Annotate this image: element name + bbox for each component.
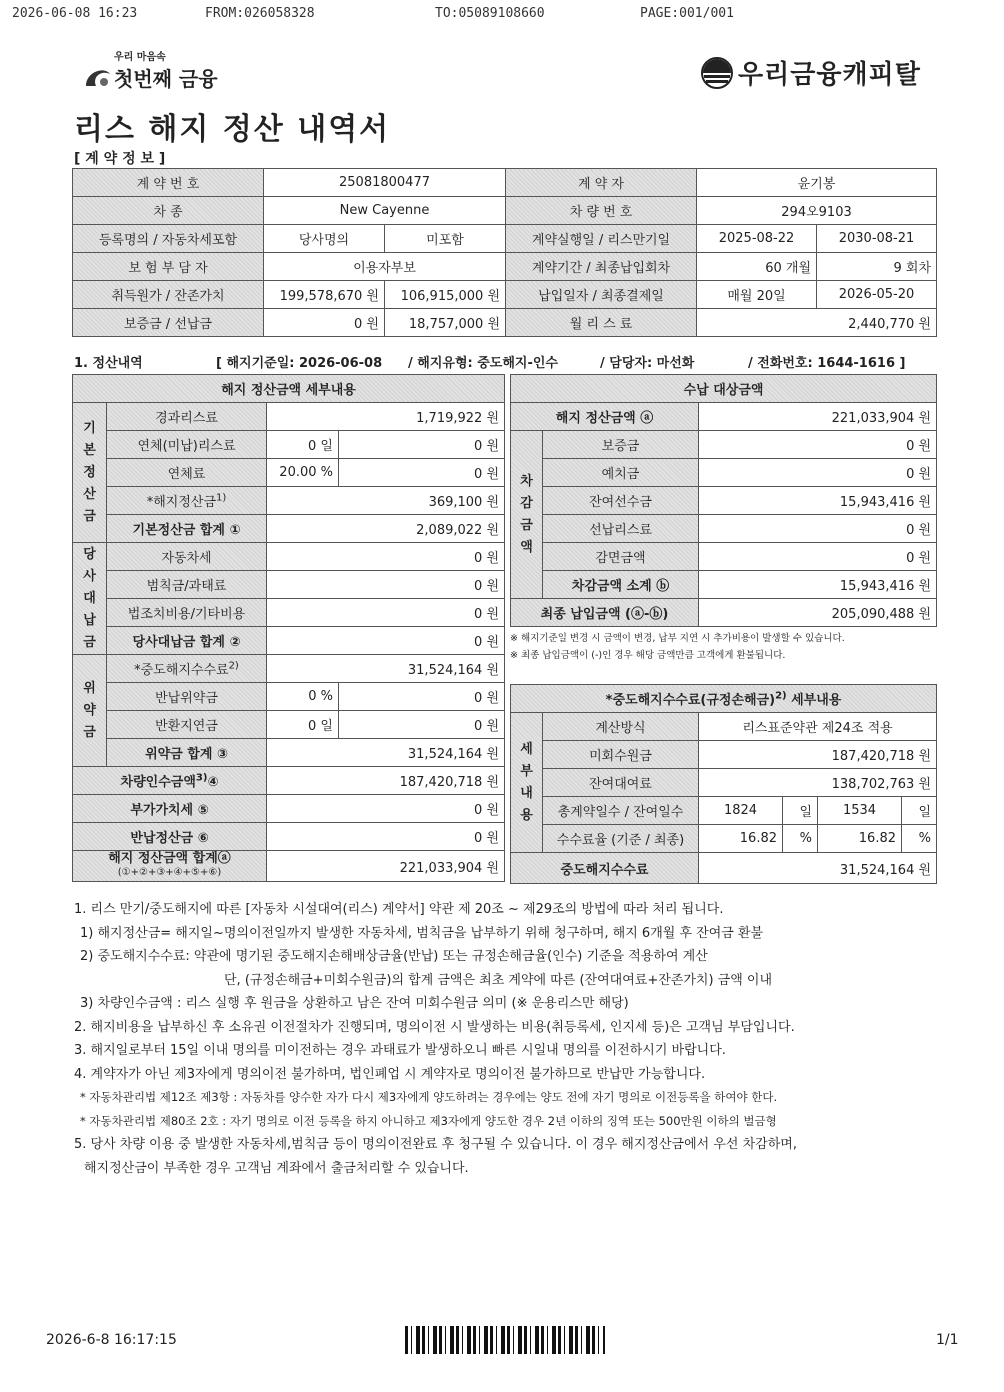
note-line: * 자동차관리법 제12조 제3항 : 자동차를 양수한 자가 다시 제3자에게 양도하려는 경우에는 양도 전에 자기 명의로 이전등록을 하여야 한다. bbox=[80, 1090, 778, 1104]
row-label: 경과리스료 bbox=[107, 403, 267, 431]
row-value: 0 원 bbox=[699, 543, 937, 571]
row-value: 0 원 bbox=[339, 711, 505, 739]
payment-date-label: 납입일자 / 최종결제일 bbox=[506, 281, 697, 309]
settlement-section-title: 1. 정산내역 bbox=[74, 356, 143, 371]
note-line: 1. 리스 만기/중도해지에 따른 [자동차 시설대여(리스) 계약서] 약관 제 20조 ~ 제29조의 방법에 따라 처리 됩니다. bbox=[74, 902, 724, 917]
note-line: * 자동차관리법 제80조 2호 : 자기 명의로 이전 등록을 하지 아니하고 제3자에게 양도한 경우 2년 이하의 징역 또는 500만원 이하의 벌금형 bbox=[80, 1113, 777, 1128]
rate-label: 수수료율 (기준 / 최종) bbox=[543, 825, 699, 853]
row-value: 0 원 bbox=[699, 515, 937, 543]
printed-datetime: 2026-6-8 16:17:15 bbox=[46, 1332, 177, 1348]
row-label: 반환지연금 bbox=[107, 711, 267, 739]
settlement-date: [ 해지기준일: 2026-06-08 bbox=[216, 356, 383, 371]
row-value: 0 원 bbox=[267, 543, 505, 571]
deduct-total-label: 차감금액 소계 ⓑ bbox=[543, 571, 699, 599]
row-label: *해지정산금 bbox=[146, 495, 217, 510]
row-label: 반납위약금 bbox=[107, 683, 267, 711]
fee-header: *중도해지수수료(규정손해금) bbox=[605, 693, 776, 708]
row-label: 자동차세 bbox=[107, 543, 267, 571]
remaining-days-unit: 일 bbox=[902, 797, 937, 825]
row-label-cell bbox=[107, 487, 267, 515]
return-label: 반납정산금 ⑥ bbox=[73, 823, 267, 851]
contract-no-value: 25081800477 bbox=[264, 169, 506, 197]
row-value: 0 원 bbox=[267, 571, 505, 599]
row-value: 369,100 원 bbox=[267, 487, 505, 515]
row-value: 1,719,922 원 bbox=[267, 403, 505, 431]
takeover-label: 차량인수금액 bbox=[120, 775, 196, 790]
maturity-date-value: 2030-08-21 bbox=[817, 225, 937, 253]
swirl-logo-icon bbox=[82, 64, 114, 92]
last-installment-value: 9 회차 bbox=[817, 253, 937, 281]
term-value: 60 개월 bbox=[697, 253, 817, 281]
row-value: 0 원 bbox=[339, 683, 505, 711]
residual-fee-value: 138,702,763 원 bbox=[699, 769, 937, 797]
settle-value: 221,033,904 원 bbox=[699, 403, 937, 431]
total-days-unit: 일 bbox=[783, 797, 818, 825]
unrecovered-value: 187,420,718 원 bbox=[699, 741, 937, 769]
base-rate-value: 16.82 bbox=[699, 825, 783, 853]
last-payment-value: 2026-05-20 bbox=[817, 281, 937, 309]
exec-date-label: 계약실행일 / 리스만기일 bbox=[506, 225, 697, 253]
residual-label: 잔여대여료 bbox=[543, 769, 699, 797]
days-label: 총계약일수 / 잔여일수 bbox=[543, 797, 699, 825]
row-value: 0 원 bbox=[699, 431, 937, 459]
fee-detail-table bbox=[510, 684, 937, 884]
payment-date-value: 매월 20일 bbox=[697, 281, 817, 309]
term-label: 계약기간 / 최종납입회차 bbox=[506, 253, 697, 281]
fax-page: PAGE:001/001 bbox=[640, 6, 734, 21]
row-label: 법조치비용/기타비용 bbox=[107, 599, 267, 627]
takeover-value: 187,420,718 원 bbox=[267, 767, 505, 795]
deduct-total-value: 15,943,416 원 bbox=[699, 571, 937, 599]
final-rate-unit: % bbox=[902, 825, 937, 853]
row-value: 0 원 bbox=[699, 459, 937, 487]
remaining-days-value: 1534 bbox=[818, 797, 902, 825]
fax-to: TO:05089108660 bbox=[435, 6, 545, 21]
registration-label: 등록명의 / 자동차세포함 bbox=[73, 225, 264, 253]
settlement-detail-table bbox=[72, 374, 505, 882]
settlement-phone: / 전화번호: 1644-1616 ] bbox=[748, 356, 906, 371]
contract-table bbox=[72, 168, 937, 337]
row-value: 15,943,416 원 bbox=[699, 487, 937, 515]
vat-value: 0 원 bbox=[267, 795, 505, 823]
row-label: 연체료 bbox=[107, 459, 267, 487]
footer-page: 1/1 bbox=[936, 1332, 959, 1348]
logo-left-main: 첫번째 금융 bbox=[114, 67, 218, 91]
row-label-cell bbox=[107, 655, 267, 683]
group-deduct-label: 차 감 금 액 bbox=[511, 431, 543, 599]
row-label: 보증금 bbox=[543, 431, 699, 459]
row-sub: 20.00 % bbox=[267, 459, 339, 487]
plate-label: 차 량 번 호 bbox=[506, 197, 697, 225]
row-label: 감면금액 bbox=[543, 543, 699, 571]
row-label: 연체(미납)리스료 bbox=[107, 431, 267, 459]
registration-tax: 미포함 bbox=[385, 225, 506, 253]
method-value: 리스표준약관 제24조 적용 bbox=[699, 713, 937, 741]
row-sub: 0 % bbox=[267, 683, 339, 711]
final-label: 최종 납입금액 (ⓐ-ⓑ) bbox=[511, 599, 699, 627]
logo-right-text: 우리금융캐피탈 bbox=[738, 60, 921, 90]
row-value: 0 원 bbox=[267, 599, 505, 627]
logo-left bbox=[82, 48, 218, 92]
grand-total-label-cell bbox=[73, 851, 267, 882]
final-rate-value: 16.82 bbox=[818, 825, 902, 853]
registration-owner: 당사명의 bbox=[264, 225, 385, 253]
row-label: *중도해지수수료 bbox=[134, 663, 229, 678]
fee-header-sup: 2) bbox=[775, 690, 787, 702]
fee-header-tail: 세부내용 bbox=[791, 693, 842, 708]
group-penalty-label: 위 약 금 bbox=[73, 655, 107, 767]
takeover-mark: ④ bbox=[207, 775, 219, 790]
row-value: 31,524,164 원 bbox=[267, 655, 505, 683]
acquisition-cost-value: 199,578,670 원 bbox=[264, 281, 385, 309]
proxy-total-label: 당사대납금 합계 ② bbox=[107, 627, 267, 655]
final-value: 205,090,488 원 bbox=[699, 599, 937, 627]
exec-date-value: 2025-08-22 bbox=[697, 225, 817, 253]
contract-section-title: [ 계 약 정 보 ] bbox=[74, 151, 166, 167]
barcode-icon bbox=[405, 1326, 605, 1354]
page-title: 리스 해지 정산 내역서 bbox=[74, 112, 391, 147]
basic-total-value: 2,089,022 원 bbox=[267, 515, 505, 543]
row-label: 범칙금/과태료 bbox=[107, 571, 267, 599]
row-label: 잔여선수금 bbox=[543, 487, 699, 515]
note-line: 해지정산금이 부족한 경우 고객님 계좌에서 출금처리할 수 있습니다. bbox=[84, 1160, 469, 1176]
logo-right bbox=[700, 54, 921, 91]
prepayment-value: 18,757,000 원 bbox=[385, 309, 506, 337]
row-sub: 0 일 bbox=[267, 431, 339, 459]
notes bbox=[74, 898, 954, 1180]
note-line: 4. 계약자가 아닌 제3자에게 명의이전 불가하며, 법인폐업 시 계약자로 명의이전 불가하므로 반납만 가능합니다. bbox=[74, 1066, 706, 1082]
fee-total-value: 31,524,164 원 bbox=[699, 853, 937, 884]
row-label: 선납리스료 bbox=[543, 515, 699, 543]
logo-left-top: 우리 마음속 bbox=[114, 52, 166, 63]
model-label: 차 종 bbox=[73, 197, 264, 225]
settle-label: 해지 정산금액 ⓐ bbox=[511, 403, 699, 431]
row-sub: 0 일 bbox=[267, 711, 339, 739]
model-value: New Cayenne bbox=[264, 197, 506, 225]
vat-label: 부가가치세 ⑤ bbox=[73, 795, 267, 823]
row-value: 0 원 bbox=[339, 431, 505, 459]
proxy-total-value: 0 원 bbox=[267, 627, 505, 655]
row-sup: 1) bbox=[216, 492, 227, 504]
settlement-type: / 해지유형: 중도해지-인수 bbox=[408, 356, 558, 371]
penalty-total-value: 31,524,164 원 bbox=[267, 739, 505, 767]
grand-total-value: 221,033,904 원 bbox=[267, 851, 505, 882]
fee-group-label: 세 부 내 용 bbox=[511, 713, 543, 853]
insurance-value: 이용자부보 bbox=[264, 253, 506, 281]
woori-logo-icon bbox=[700, 56, 734, 90]
fax-datetime: 2026-06-08 16:23 bbox=[12, 6, 138, 21]
monthly-fee-value: 2,440,770 원 bbox=[697, 309, 937, 337]
insurance-label: 보 험 부 담 자 bbox=[73, 253, 264, 281]
note-line: 3. 해지일로부터 15일 이내 명의를 미이전하는 경우 과태료가 발생하오니 빠른 시일내 명의를 이전하시기 바랍니다. bbox=[74, 1043, 726, 1058]
total-days-value: 1824 bbox=[699, 797, 783, 825]
note-line: 2) 중도해지수수료: 약관에 명기된 중도해지손해배상금율(반납) 또는 규정손해금율(인수) 기준을 적용하여 계산 bbox=[80, 949, 708, 964]
group-proxy-label: 당 사 대 납 금 bbox=[73, 543, 107, 655]
contract-no-label: 계 약 번 호 bbox=[73, 169, 264, 197]
note-line: 단, (규정손해금+미회수원금)의 합계 금액은 최초 계약에 따른 (잔여대여료+잔존가치) 금액 이내 bbox=[224, 972, 773, 988]
cost-label: 취득원가 / 잔존가치 bbox=[73, 281, 264, 309]
method-label: 계산방식 bbox=[543, 713, 699, 741]
grand-total-formula: (①+②+③+④+⑤+⑥) bbox=[117, 867, 222, 878]
collection-notes bbox=[510, 630, 936, 664]
return-value: 0 원 bbox=[267, 823, 505, 851]
settlement-detail-header: 해지 정산금액 세부내용 bbox=[73, 375, 505, 403]
unrecovered-label: 미회수원금 bbox=[543, 741, 699, 769]
fee-total-label: 중도해지수수료 bbox=[511, 853, 699, 884]
takeover-sup: 3) bbox=[195, 772, 208, 784]
fax-from: FROM:026058328 bbox=[205, 6, 315, 21]
row-label: 예치금 bbox=[543, 459, 699, 487]
row-value: 0 원 bbox=[339, 459, 505, 487]
collection-table bbox=[510, 374, 937, 627]
basic-total-label: 기본정산금 합계 ① bbox=[107, 515, 267, 543]
penalty-total-label: 위약금 합계 ③ bbox=[107, 739, 267, 767]
deposit-label: 보증금 / 선납금 bbox=[73, 309, 264, 337]
settlement-manager: / 담당자: 마선화 bbox=[600, 356, 695, 371]
contractor-value: 윤기봉 bbox=[697, 169, 937, 197]
collection-note: ※ 최종 납입금액이 (-)인 경우 해당 금액만큼 고객에게 환불됩니다. bbox=[510, 650, 786, 661]
group-basic-label: 기 본 정 산 금 bbox=[73, 403, 107, 543]
note-line: 1) 해지정산금= 해지일~명의이전일까지 발생한 자동차세, 범칙금을 납부하기 위해 청구하며, 해지 6개월 후 잔여금 환불 bbox=[80, 925, 764, 941]
row-sup: 2) bbox=[228, 660, 239, 672]
fee-header-cell bbox=[511, 685, 937, 713]
base-rate-unit: % bbox=[783, 825, 818, 853]
takeover-label-cell bbox=[73, 767, 267, 795]
contractor-label: 계 약 자 bbox=[506, 169, 697, 197]
note-line: 2. 해지비용을 납부하신 후 소유권 이전절차가 진행되며, 명의이전 시 발생하는 비용(취등록세, 인지세 등)은 고객님 부담입니다. bbox=[74, 1019, 795, 1035]
note-line: 5. 당사 차량 이용 중 발생한 자동차세,범칙금 등이 명의이전완료 후 청구될 수 있습니다. 이 경우 해지정산금에서 우선 차감하며, bbox=[74, 1137, 797, 1152]
grand-total-label: 해지 정산금액 합계ⓐ bbox=[108, 851, 231, 866]
monthly-fee-label: 월 리 스 료 bbox=[506, 309, 697, 337]
residual-value: 106,915,000 원 bbox=[385, 281, 506, 309]
note-line: 3) 차량인수금액 : 리스 실행 후 원금을 상환하고 남은 잔여 미회수원금 의미 (※ 운용리스만 해당) bbox=[80, 996, 629, 1011]
collection-note: ※ 해지기준일 변경 시 금액이 변경, 납부 지연 시 추가비용이 발생할 수 있습니다. bbox=[510, 633, 845, 644]
collection-header: 수납 대상금액 bbox=[511, 375, 937, 403]
plate-value: 294오9103 bbox=[697, 197, 937, 225]
deposit-value: 0 원 bbox=[264, 309, 385, 337]
